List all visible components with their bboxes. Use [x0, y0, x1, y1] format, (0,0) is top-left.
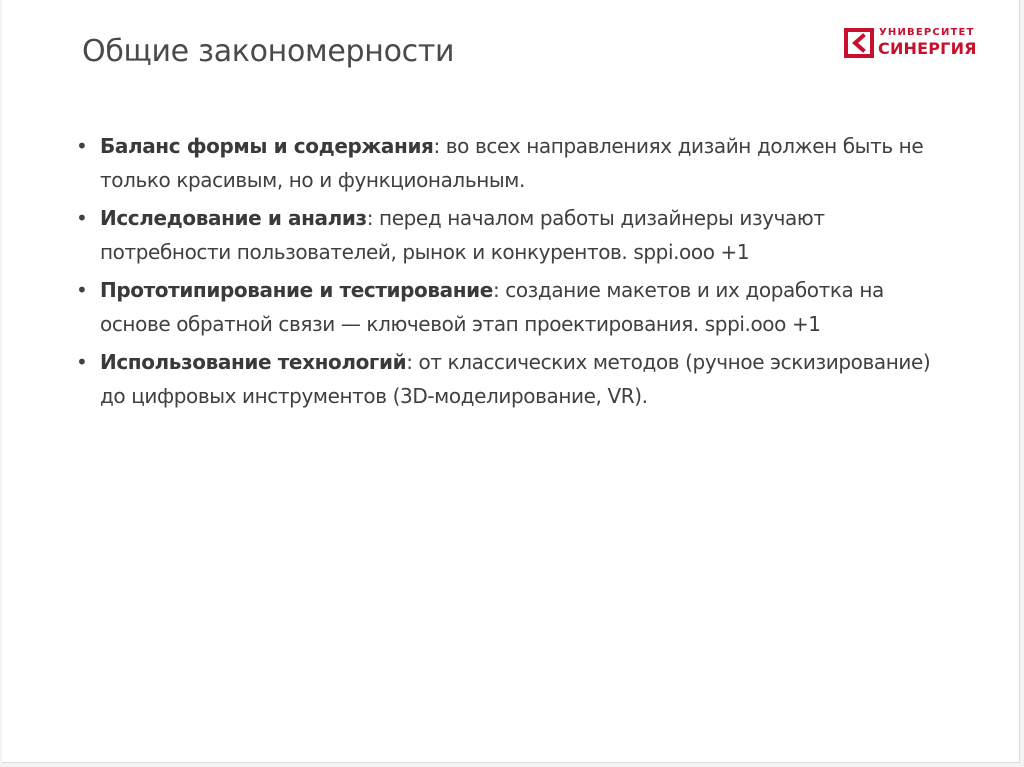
bullet-dot: • [76, 278, 88, 302]
bullet-term: Использование технологий [100, 350, 407, 374]
slide [2, 0, 1020, 763]
bullet-text: : от классических методов (ручное эскизирование) до цифровых инструментов (3D-моделирование, VR). [100, 350, 931, 408]
bullet-dot: • [76, 206, 88, 230]
bullet-term: Исследование и анализ [100, 206, 367, 230]
logo-text-university: УНИВЕРСИТЕТ [879, 27, 975, 38]
bullet-item [70, 273, 950, 341]
bullet-item [70, 129, 950, 197]
bullet-text: : во всех направлениях дизайн должен быть не только красивым, но и функциональным. [100, 134, 924, 192]
bullet-text: : перед началом работы дизайнеры изучают потребности пользователей, рынок и конкурентов. sppi.ooo +1 [100, 206, 825, 264]
logo-text-synergy: СИНЕРГИЯ [878, 39, 977, 58]
slide-title: Общие закономерности [82, 34, 455, 69]
synergy-logo-icon [844, 28, 874, 58]
university-logo [844, 26, 996, 60]
bullet-list [70, 129, 950, 417]
bullet-term: Прототипирование и тестирование [100, 278, 493, 302]
bullet-item [70, 345, 950, 413]
bullet-dot: • [76, 350, 88, 374]
bullet-item [70, 201, 950, 269]
bullet-term: Баланс формы и содержания [100, 134, 434, 158]
bullet-dot: • [76, 134, 88, 158]
bullet-text: : создание макетов и их доработка на основе обратной связи — ключевой этап проектирования. sppi.ooo +1 [100, 278, 884, 336]
